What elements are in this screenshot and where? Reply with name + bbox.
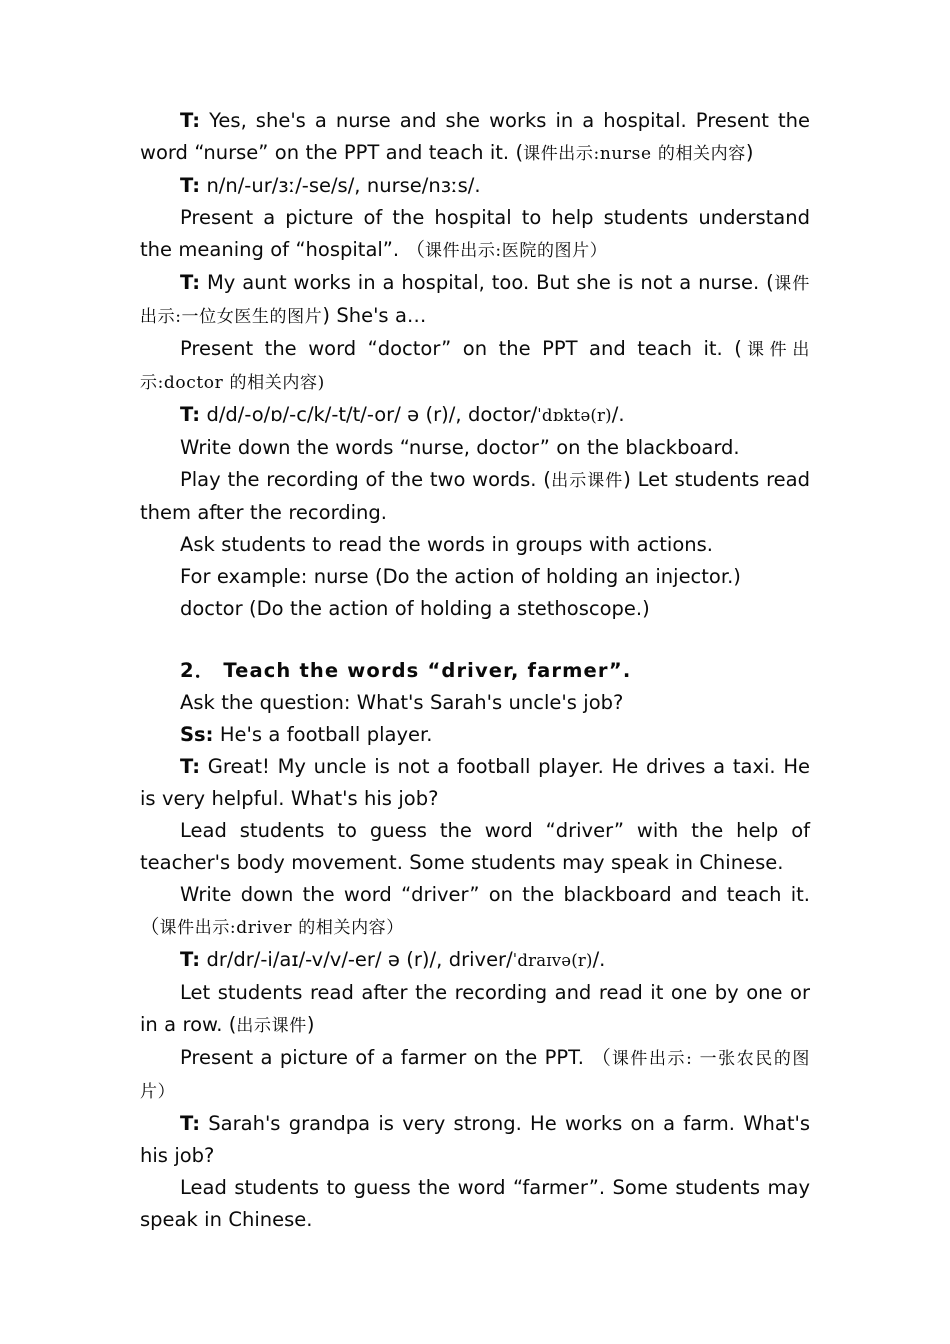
paragraph-guess-farmer xyxy=(140,1172,810,1236)
paragraph-students-answer xyxy=(140,719,810,751)
section-heading-2 xyxy=(140,655,810,687)
paragraph-guess-driver xyxy=(140,815,810,879)
paragraph-text: Play the recording of the two words. ( xyxy=(180,468,551,491)
paragraph-nurse-phonics xyxy=(140,170,810,202)
paragraph-text: n/n/-ur/ɜː/-se/s/, nurse/nɜːs/. xyxy=(200,174,481,197)
chinese-annotation: 课件出示:doctor 的相关内容 xyxy=(140,340,810,393)
paragraph-read-in-groups xyxy=(140,529,810,561)
paragraph-hospital-picture xyxy=(140,202,810,267)
chinese-annotation: 课件出示: 一张农民的图片 xyxy=(140,1049,810,1102)
chinese-annotation: 课件出示:一位女医生的图片 xyxy=(140,274,810,327)
paragraph-tail: ） xyxy=(157,1082,176,1102)
paragraph-doctor-phonics xyxy=(140,399,810,432)
paragraph-teacher-uncle xyxy=(140,751,810,815)
paragraph-text: Write down the words “nurse, doctor” on the blackboard. xyxy=(180,436,740,459)
paragraph-text: Great! My uncle is not a football player. He drives a taxi. He is very helpful. What's his job? xyxy=(140,755,810,810)
paragraph-text: He's a football player. xyxy=(213,723,433,746)
paragraph-tail: /. xyxy=(611,403,625,426)
paragraph-text: Lead students to guess the word “farmer”. Some students may speak in Chinese. xyxy=(140,1176,810,1231)
paragraph-play-recording xyxy=(140,464,810,529)
paragraph-write-blackboard xyxy=(140,432,810,464)
paragraph-tail: /. xyxy=(592,948,606,971)
speaker-label: T: xyxy=(180,755,201,778)
speaker-label: T: xyxy=(180,1112,201,1135)
document-body xyxy=(140,105,810,1236)
paragraph-teacher-aunt xyxy=(140,267,810,333)
chinese-annotation: 出示课件 xyxy=(550,471,624,491)
paragraph-tail: ） xyxy=(589,241,608,261)
paragraph-text: Let students read after the recording and read it one by one or in a row. ( xyxy=(140,981,810,1036)
paragraph-tail: ) xyxy=(317,373,325,393)
paragraph-tail: ) xyxy=(306,1013,315,1036)
paragraph-text: Sarah's grandpa is very strong. He works on a farm. What's his job? xyxy=(140,1112,810,1167)
paragraph-text: Present a picture of a farmer on the PPT. （ xyxy=(180,1046,612,1069)
chinese-annotation: 课件出示:nurse 的相关内容 xyxy=(523,144,746,164)
paragraph-teacher-grandpa xyxy=(140,1108,810,1172)
speaker-label: T: xyxy=(180,271,201,294)
paragraph-tail: ) Let students read them after the recording. xyxy=(140,468,810,524)
chinese-annotation: 课件出示:driver 的相关内容 xyxy=(159,918,387,938)
paragraph-text: doctor (Do the action of holding a stethoscope.) xyxy=(180,597,650,620)
paragraph-text: Lead students to guess the word “driver” with the help of teacher's body movement. Some students may speak in Chinese. xyxy=(140,819,810,874)
paragraph-present-farmer xyxy=(140,1042,810,1108)
speaker-label: Ss: xyxy=(180,723,214,746)
speaker-label: T: xyxy=(180,109,201,132)
ipa-transcription-doctor: ˈdɒktə(r) xyxy=(537,406,612,425)
paragraph-text: Ask the question: What's Sarah's uncle's job? xyxy=(180,691,624,714)
heading-text: 2． Teach the words “driver, farmer”. xyxy=(180,659,632,682)
paragraph-text: My aunt works in a hospital, too. But she is not a nurse. ( xyxy=(200,271,774,294)
speaker-label: T: xyxy=(180,174,201,197)
paragraph-present-doctor xyxy=(140,333,810,399)
paragraph-tail: ） xyxy=(386,918,404,938)
speaker-label: T: xyxy=(180,948,201,971)
paragraph-text: Write down the word “driver” on the blackboard and teach it. （ xyxy=(140,883,810,938)
paragraph-tail: ) xyxy=(745,141,754,164)
paragraph-teacher-nurse-intro xyxy=(140,105,810,170)
section-spacer xyxy=(140,625,810,655)
paragraph-text: Present the word “doctor” on the PPT and teach it. ( xyxy=(180,337,742,360)
paragraph-example-doctor xyxy=(140,593,810,625)
paragraph-text: Yes, she's a nurse and she works in a hospital. Present the word “nurse” on the PPT and teach it. ( xyxy=(140,109,810,164)
paragraph-text: For example: nurse (Do the action of holding an injector.) xyxy=(180,565,741,588)
chinese-annotation: 出示课件 xyxy=(236,1016,307,1036)
paragraph-text: d/d/-o/ɒ/-c/k/-t/t/-or/ ə (r)/, doctor/ xyxy=(200,403,538,426)
paragraph-ask-question xyxy=(140,687,810,719)
speaker-label: T: xyxy=(180,403,201,426)
paragraph-write-driver xyxy=(140,879,810,944)
paragraph-example-nurse xyxy=(140,561,810,593)
paragraph-driver-phonics xyxy=(140,944,810,977)
paragraph-text: dr/dr/-i/aɪ/-v/v/-er/ ə (r)/, driver/ xyxy=(200,948,513,971)
paragraph-read-after-recording xyxy=(140,977,810,1042)
chinese-annotation: 课件出示:医院的图片 xyxy=(425,241,590,261)
paragraph-text: Ask students to read the words in groups with actions. xyxy=(180,533,713,556)
paragraph-tail: ) She's a… xyxy=(322,304,427,327)
paragraph-text: Present a picture of the hospital to help students understand the meaning of “hospital”. （ xyxy=(140,206,810,261)
ipa-transcription-driver: ˈdraɪvə(r) xyxy=(512,951,593,970)
